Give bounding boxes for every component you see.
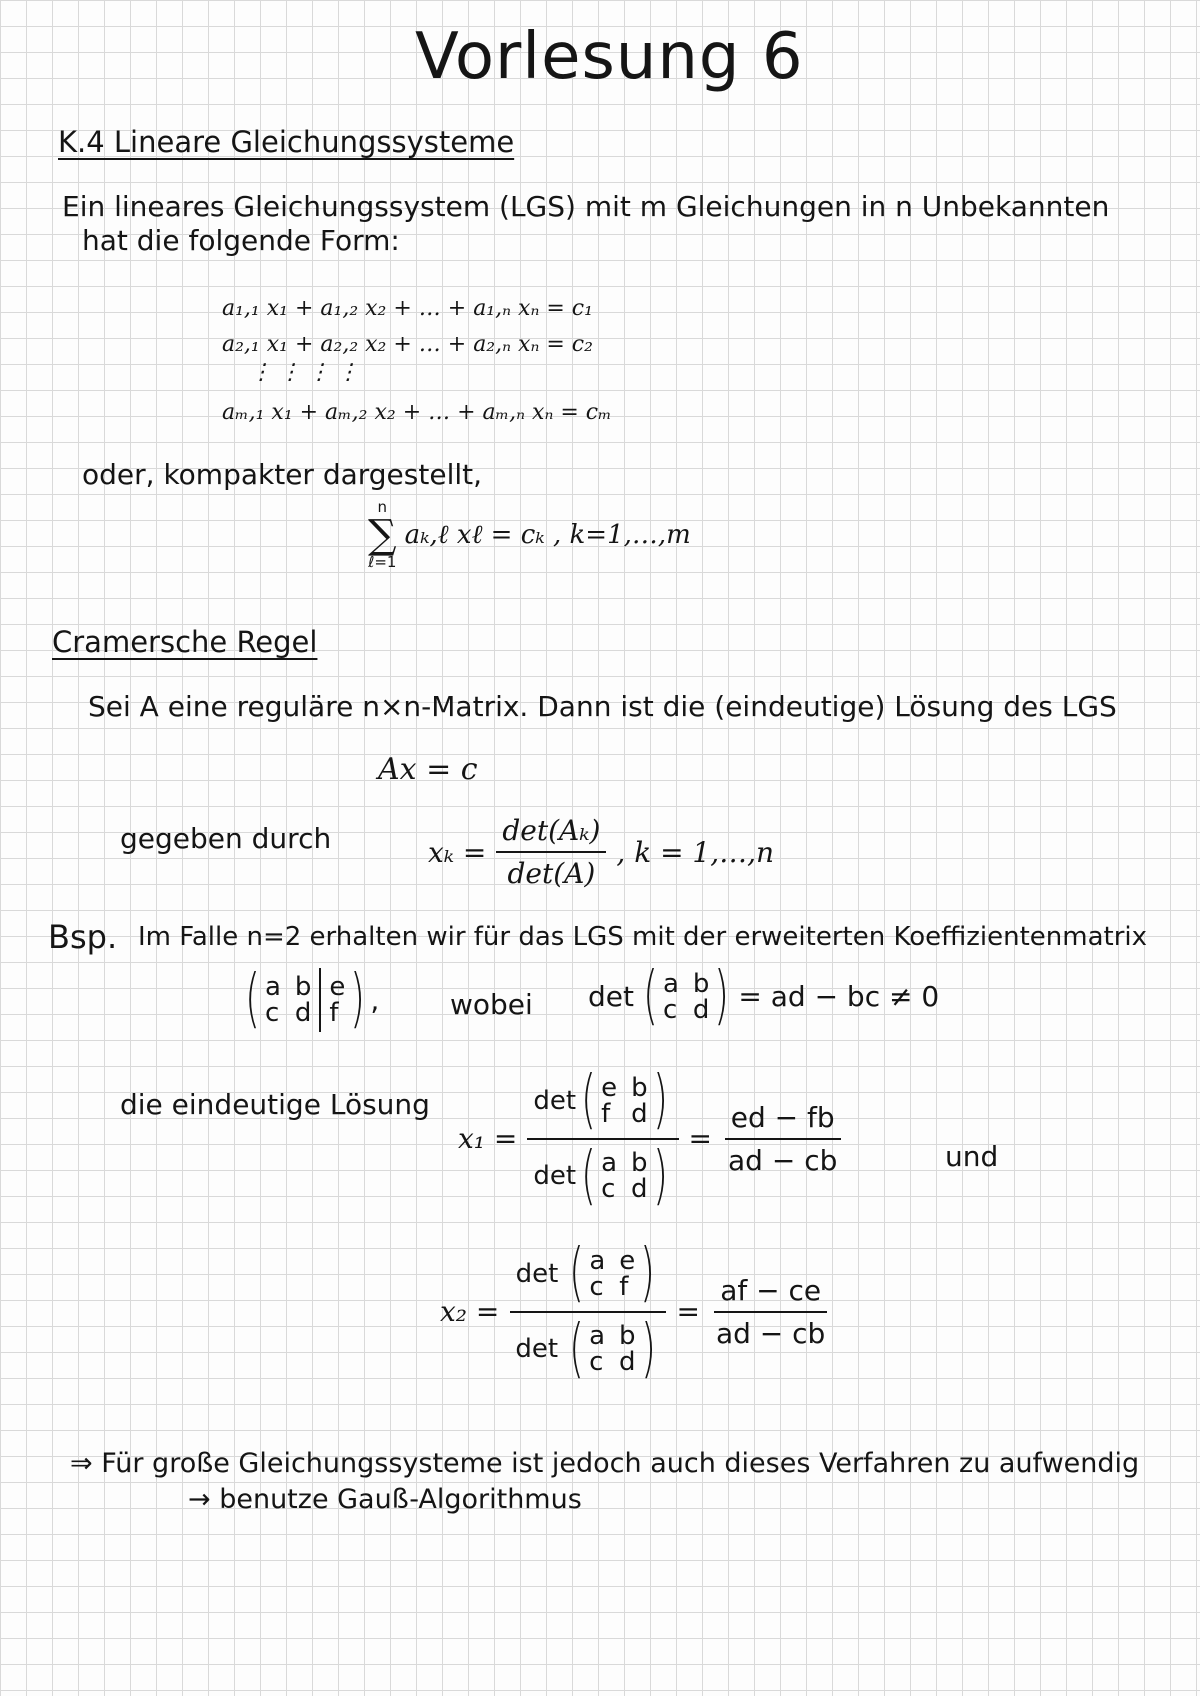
x1-result-denominator: ad − cb <box>728 1143 838 1177</box>
sum-upper: n <box>377 498 388 516</box>
section-heading-lgs: K.4 Lineare Gleichungssysteme <box>58 125 515 159</box>
given-by-text: gegeben durch <box>120 822 332 855</box>
x2-result-numerator: af − ce <box>714 1274 827 1313</box>
determinant-condition: det ( a b c d ) = ad − bc ≠ 0 <box>588 959 940 1033</box>
xk-tail: , k = 1,…,n <box>616 835 775 869</box>
matrix-cell: e <box>601 1072 618 1103</box>
augment-bar <box>319 968 321 1032</box>
det-label: det <box>533 1085 577 1116</box>
equation-row-m: aₘ,₁ x₁ + aₘ,₂ x₂ + … + aₘ,ₙ xₙ = cₘ <box>222 400 612 425</box>
solution-text: die eindeutige Lösung <box>120 1088 430 1121</box>
matrix-cell: a <box>264 972 281 1002</box>
matrix-cell: c <box>589 1271 604 1302</box>
matrix-cell: d <box>631 1098 648 1129</box>
matrix-cell: e <box>329 972 346 1002</box>
intro-line-2: hat die folgende Form: <box>82 224 400 257</box>
matrix-cell: b <box>619 1321 636 1352</box>
conclusion-line-2: → benutze Gauß-Algorithmus <box>188 1484 582 1515</box>
equals-sign: = <box>676 1295 700 1329</box>
det-label: det <box>515 1334 559 1365</box>
comma: , <box>370 983 380 1017</box>
example-text: Im Falle n=2 erhalten wir für das LGS mit der erweiterten Koeffizientenmatrix <box>138 922 1148 952</box>
matrix-cell: b <box>692 968 710 999</box>
matrix-cell: d <box>619 1347 636 1378</box>
sum-body: aₖ,ℓ xℓ = cₖ , k=1,…,m <box>404 520 691 550</box>
matrix-cell: b <box>294 972 312 1002</box>
matrix-cell: b <box>631 1072 648 1103</box>
x1-lhs: x₁ = <box>458 1122 518 1156</box>
matrix-cell: c <box>601 1174 616 1205</box>
matrix-cell: e <box>619 1245 636 1276</box>
matrix-cell: b <box>631 1148 648 1179</box>
intro-line-1: Ein lineares Gleichungssystem (LGS) mit m Gleichungen in n Unbekannten <box>62 190 1110 223</box>
x2-result-denominator: ad − cb <box>715 1316 826 1350</box>
equation-row-dots: ⋮ ⋮ ⋮ ⋮ <box>250 360 359 385</box>
wobei-text: wobei <box>450 988 533 1021</box>
matrix-cell: d <box>692 994 710 1025</box>
det-label: det <box>533 1161 577 1192</box>
x2-formula: x₂ = det ( a e c f ) det ( a b c d ) = $\frac{af - ce}{ad - cb}$ <box>440 1245 831 1378</box>
xk-lhs: xₖ = <box>428 835 487 869</box>
matrix-cell: d <box>631 1174 648 1205</box>
matrix-cell: f <box>329 998 339 1028</box>
equation-row-2: a₂,₁ x₁ + a₂,₂ x₂ + … + a₂,ₙ xₙ = c₂ <box>222 332 593 357</box>
conclusion-line-1: ⇒ Für große Gleichungssysteme ist jedoch auch dieses Verfahren zu aufwendig <box>70 1448 1140 1479</box>
matrix-cell: a <box>601 1148 618 1179</box>
matrix-cell: d <box>294 998 312 1028</box>
matrix-cell: a <box>662 968 679 999</box>
equation-row-1: a₁,₁ x₁ + a₁,₂ x₂ + … + a₁,ₙ xₙ = c₁ <box>222 296 593 321</box>
matrix-cell: f <box>601 1098 611 1129</box>
section-heading-cramer: Cramersche Regel <box>52 625 318 659</box>
system-equation: Ax = c <box>378 752 478 787</box>
example-label: Bsp. <box>48 918 118 956</box>
und-text: und <box>945 1140 999 1173</box>
sum-formula <box>368 500 691 570</box>
xk-denominator: det(A) <box>507 857 596 890</box>
matrix-cell: a <box>589 1321 605 1352</box>
x1-result-numerator: ed − fb <box>725 1101 841 1140</box>
det-label: det <box>588 980 634 1014</box>
equals-sign: = <box>688 1122 713 1156</box>
matrix-cell: c <box>662 994 678 1025</box>
augmented-matrix: ( a b c d e f ) , <box>244 962 380 1037</box>
xk-numerator: det(Aₖ) <box>496 814 606 853</box>
sum-symbol: ∑ <box>368 512 397 558</box>
matrix-cell: c <box>264 998 280 1028</box>
det-label: det <box>515 1258 559 1289</box>
compact-text: oder, kompakter dargestellt, <box>82 458 483 491</box>
x1-formula: x₁ = det ( e b f d ) det ( a b c d ) = $\frac{ed - fb}{ad - cb}$ <box>458 1072 843 1205</box>
cramer-formula <box>428 814 774 890</box>
matrix-cell: c <box>589 1347 604 1378</box>
page-title: Vorlesung 6 <box>415 20 804 94</box>
det-result: = ad − bc ≠ 0 <box>738 980 940 1014</box>
sum-lower: ℓ=1 <box>368 553 397 571</box>
matrix-cell: a <box>589 1245 606 1276</box>
cramer-rule-text: Sei A eine reguläre n×n-Matrix. Dann ist die (eindeutige) Lösung des LGS <box>88 690 1117 723</box>
x2-lhs: x₂ = <box>440 1295 500 1329</box>
matrix-cell: f <box>619 1271 629 1302</box>
